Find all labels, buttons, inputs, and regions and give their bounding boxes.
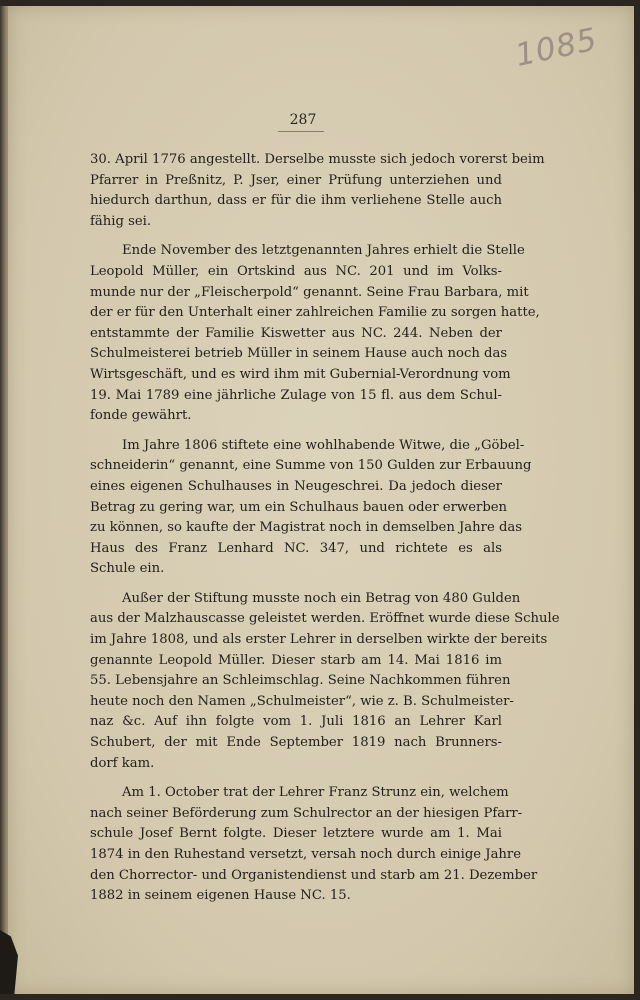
text-line: Im Jahre 1806 stiftete eine wohlhabende Witwe, die „Göbel- xyxy=(122,437,525,453)
paragraph-gap xyxy=(90,774,502,783)
text-line: schule Josef Bernt folgte. Dieser letztere wurde am 1. Mai xyxy=(90,826,502,842)
text-line: fähig sei. xyxy=(90,213,152,229)
text-line: Schubert, der mit Ende September 1819 nach Brunners- xyxy=(90,735,502,751)
paragraph xyxy=(90,589,560,774)
text-line: fonde gewährt. xyxy=(90,408,192,424)
text-line: Pfarrer in Preßnitz, P. Jser, einer Prüfung unterziehen und xyxy=(90,172,502,188)
text-line: Leopold Müller, ein Ortskind aus NC. 201 und im Volks- xyxy=(90,263,502,279)
text-line: Wirtsgeschäft, und es wird ihm mit Gubernial-Verordnung vom xyxy=(90,366,511,382)
paragraph-gap xyxy=(90,232,502,241)
page-number-rule xyxy=(278,131,324,132)
paragraph xyxy=(90,150,545,232)
text-line: dorf kam. xyxy=(90,755,155,771)
text-line: Schule ein. xyxy=(90,561,165,577)
text-line: Außer der Stiftung musste noch ein Betrag von 480 Gulden xyxy=(122,590,521,606)
page-number: 287 xyxy=(289,112,317,128)
text-line: 30. April 1776 angestellt. Derselbe musste sich jedoch vorerst beim xyxy=(90,152,545,167)
text-line: eines eigenen Schulhauses in Neugeschrei. Da jedoch dieser xyxy=(90,478,502,494)
text-line: 19. Mai 1789 eine jährliche Zulage von 15 fl. aus dem Schul- xyxy=(90,387,502,403)
text-line: nach seiner Beförderung zum Schulrector an der hiesigen Pfarr- xyxy=(90,805,523,821)
text-line: 55. Lebensjahre an Schleimschlag. Seine Nachkommen führen xyxy=(90,673,511,689)
text-line: Am 1. October trat der Lehrer Franz Strunz ein, welchem xyxy=(122,785,509,801)
text-line: schneiderin“ genannt, eine Summe von 150 Gulden zur Erbauung xyxy=(90,458,532,474)
text-line: genannte Leopold Müller. Dieser starb am 14. Mai 1816 im xyxy=(90,652,502,668)
text-line: aus der Malzhauscasse geleistet werden. Eröffnet wurde diese Schule xyxy=(90,611,560,627)
text-line: Haus des Franz Lenhard NC. 347, und richtete es als xyxy=(90,540,502,556)
text-line: heute noch den Namen „Schulmeister“, wie z. B. Schulmeister- xyxy=(90,693,514,709)
paragraph xyxy=(90,436,532,580)
text-line: naz &c. Auf ihn folgte vom 1. Juli 1816 an Lehrer Karl xyxy=(90,714,502,730)
paragraph-gap xyxy=(90,580,502,589)
text-line: entstammte der Familie Kiswetter aus NC. 244. Neben der xyxy=(90,325,502,341)
paragraph xyxy=(90,241,540,426)
handwritten-folio-number: 1085 xyxy=(512,21,601,74)
text-line: munde nur der „Fleischerpold“ genannt. Seine Frau Barbara, mit xyxy=(90,284,529,300)
text-line: den Chorrector- und Organistendienst und starb am 21. Dezember xyxy=(90,867,538,883)
paragraph xyxy=(90,783,538,907)
body-text xyxy=(90,150,560,907)
text-line: zu können, so kaufte der Magistrat noch in demselben Jahre das xyxy=(90,520,523,536)
text-line: der er für den Unterhalt einer zahlreichen Familie zu sorgen hatte, xyxy=(90,305,540,321)
text-line: 1882 in seinem eigenen Hause NC. 15. xyxy=(90,888,351,904)
paragraph-gap xyxy=(90,427,502,436)
text-line: Betrag zu gering war, um ein Schulhaus bauen oder erwerben xyxy=(90,499,508,515)
text-line: im Jahre 1808, und als erster Lehrer in derselben wirkte der bereits xyxy=(90,632,548,648)
text-line: hiedurch darthun, dass er für die ihm verliehene Stelle auch xyxy=(90,193,502,209)
text-line: 1874 in den Ruhestand versetzt, versah noch durch einige Jahre xyxy=(90,847,522,862)
text-line: Ende November des letztgenannten Jahres erhielt die Stelle xyxy=(122,243,525,259)
text-line: Schulmeisterei betrieb Müller in seinem Hause auch noch das xyxy=(90,346,508,362)
